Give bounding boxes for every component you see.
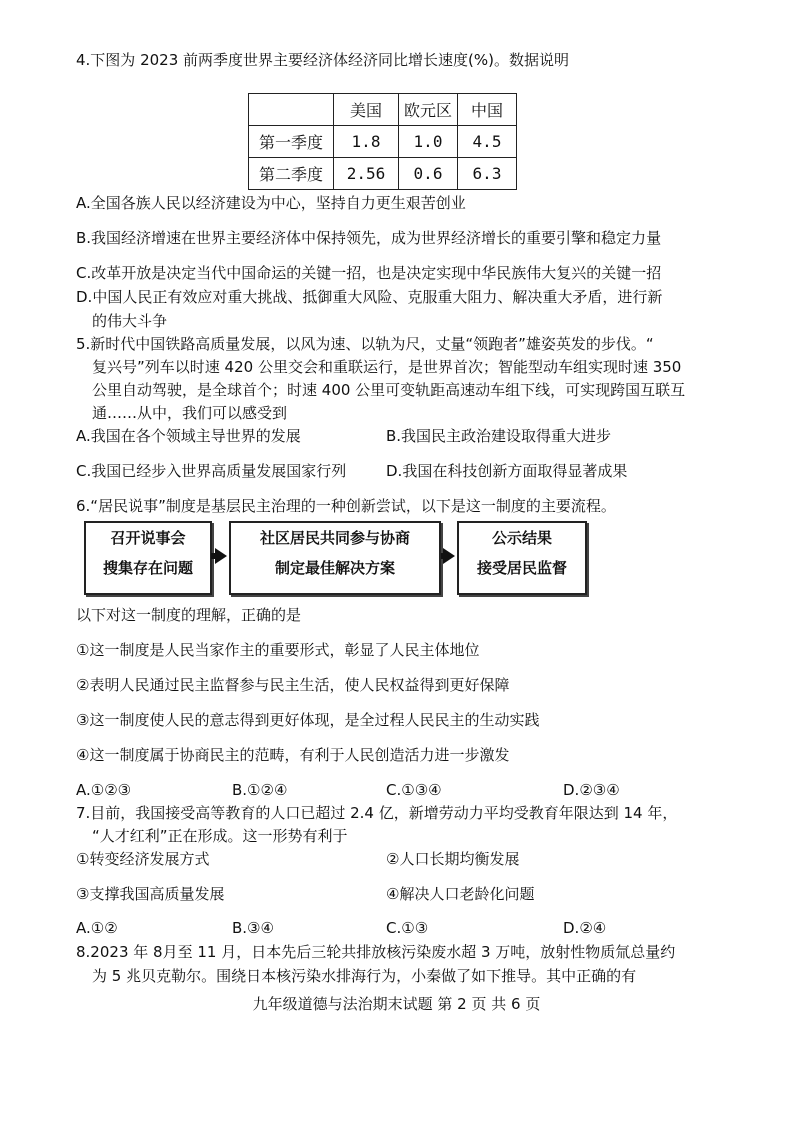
q4-option-d: D.中国人民正有效应对重大挑战、抵御重大风险、克服重大阻力、解决重大矛盾，进行新 bbox=[76, 288, 663, 306]
flow-step-title: 召开说事会 bbox=[110, 529, 186, 547]
q6-item: ④这一制度属于协商民主的范畴，有利于人民创造活力进一步激发 bbox=[76, 746, 510, 764]
flow-step-detail: 接受居民监督 bbox=[476, 559, 567, 577]
q7-item: ①转变经济发展方式 bbox=[76, 850, 210, 868]
flow-step-1 bbox=[84, 521, 212, 595]
q7-item: ②人口长期均衡发展 bbox=[386, 850, 520, 868]
q7-option-b: B.③④ bbox=[232, 919, 274, 937]
q6-option-d: D.②③④ bbox=[563, 781, 620, 799]
flow-step-title: 社区居民共同参与协商 bbox=[259, 529, 410, 547]
q6-option-c: C.①③④ bbox=[386, 781, 442, 799]
table-header-row bbox=[249, 94, 517, 126]
table-row bbox=[249, 126, 517, 158]
q4-option-c: C.改革开放是决定当代中国命运的关键一招，也是决定实现中华民族伟大复兴的关键一招 bbox=[76, 264, 662, 282]
table-cell: 1.0 bbox=[399, 126, 458, 158]
growth-table bbox=[248, 93, 517, 190]
table-header: 美国 bbox=[334, 94, 399, 126]
q7-item: ④解决人口老龄化问题 bbox=[386, 885, 535, 903]
page-footer: 九年级道德与法治期末试题 第 2 页 共 6 页 bbox=[252, 995, 541, 1013]
q5-stem-line: 公里自动驾驶，是全球首个；时速 400 公里可变轨距高速动车组下线，可实现跨国互联互 bbox=[92, 381, 686, 399]
q8-stem-line: 8.2023 年 8月至 11 月，日本先后三轮共排放核污染废水超 3 万吨，放射性物质氚总量约 bbox=[76, 943, 676, 961]
table-cell: 第二季度 bbox=[249, 158, 334, 190]
flow-step-2 bbox=[229, 521, 441, 595]
flow-step-detail: 制定最佳解决方案 bbox=[274, 559, 395, 577]
q5-stem-line: 复兴号”列车以时速 420 公里交会和重联运行，是世界首次；智能型动车组实现时速 350 bbox=[92, 358, 682, 376]
arrow-right-icon bbox=[443, 548, 455, 564]
q6-option-a: A.①②③ bbox=[76, 781, 132, 799]
q7-option-d: D.②④ bbox=[563, 919, 607, 937]
table-header: 中国 bbox=[458, 94, 517, 126]
table-cell: 第一季度 bbox=[249, 126, 334, 158]
flow-step-3 bbox=[457, 521, 587, 595]
q6-item: ②表明人民通过民主监督参与民主生活，使人民权益得到更好保障 bbox=[76, 676, 510, 694]
q7-stem-line: 7.目前，我国接受高等教育的人口已超过 2.4 亿，新增劳动力平均受教育年限达到 14 年， bbox=[76, 804, 678, 822]
q5-option-d: D.我国在科技创新方面取得显著成果 bbox=[386, 462, 628, 480]
arrow-right-icon bbox=[215, 548, 227, 564]
q4-option-b: B.我国经济增速在世界主要经济体中保持领先，成为世界经济增长的重要引擎和稳定力量 bbox=[76, 229, 662, 247]
q5-option-c: C.我国已经步入世界高质量发展国家行列 bbox=[76, 462, 347, 480]
flow-step-title: 公示结果 bbox=[491, 529, 552, 547]
q4-option-a: A.全国各族人民以经济建设为中心，坚持自力更生艰苦创业 bbox=[76, 194, 466, 212]
table-row bbox=[249, 158, 517, 190]
q6-option-b: B.①②④ bbox=[232, 781, 288, 799]
q6-prompt: 以下对这一制度的理解，正确的是 bbox=[76, 606, 302, 624]
q5-option-a: A.我国在各个领域主导世界的发展 bbox=[76, 427, 301, 445]
q7-option-c: C.①③ bbox=[386, 919, 429, 937]
table-cell: 2.56 bbox=[334, 158, 399, 190]
q5-stem-line: 5.新时代中国铁路高质量发展，以风为速、以轨为尺，丈量“领跑者”雄姿英发的步伐。“ bbox=[76, 335, 654, 353]
flow-step-detail: 搜集存在问题 bbox=[102, 559, 193, 577]
q7-stem-line: “人才红利”正在形成。这一形势有利于 bbox=[92, 827, 348, 845]
q6-item: ①这一制度是人民当家作主的重要形式，彰显了人民主体地位 bbox=[76, 641, 480, 659]
table-cell: 1.8 bbox=[334, 126, 399, 158]
q7-option-a: A.①② bbox=[76, 919, 118, 937]
table-cell: 0.6 bbox=[399, 158, 458, 190]
q4-stem: 4.下图为 2023 前两季度世界主要经济体经济同比增长速度(%)。数据说明 bbox=[76, 51, 569, 69]
table-cell bbox=[249, 94, 334, 126]
table-header: 欧元区 bbox=[399, 94, 458, 126]
q5-stem-line: 通……从中，我们可以感受到 bbox=[92, 404, 288, 422]
table-cell: 4.5 bbox=[458, 126, 517, 158]
q5-option-b: B.我国民主政治建设取得重大进步 bbox=[386, 427, 612, 445]
q8-stem-line: 为 5 兆贝克勒尔。围绕日本核污染水排海行为，小秦做了如下推导。其中正确的有 bbox=[92, 967, 637, 985]
table-cell: 6.3 bbox=[458, 158, 517, 190]
q6-stem: 6.“居民说事”制度是基层民主治理的一种创新尝试，以下是这一制度的主要流程。 bbox=[76, 497, 616, 515]
q6-item: ③这一制度使人民的意志得到更好体现，是全过程人民民主的生动实践 bbox=[76, 711, 540, 729]
q7-item: ③支撑我国高质量发展 bbox=[76, 885, 225, 903]
q4-option-d-cont: 的伟大斗争 bbox=[92, 312, 168, 330]
